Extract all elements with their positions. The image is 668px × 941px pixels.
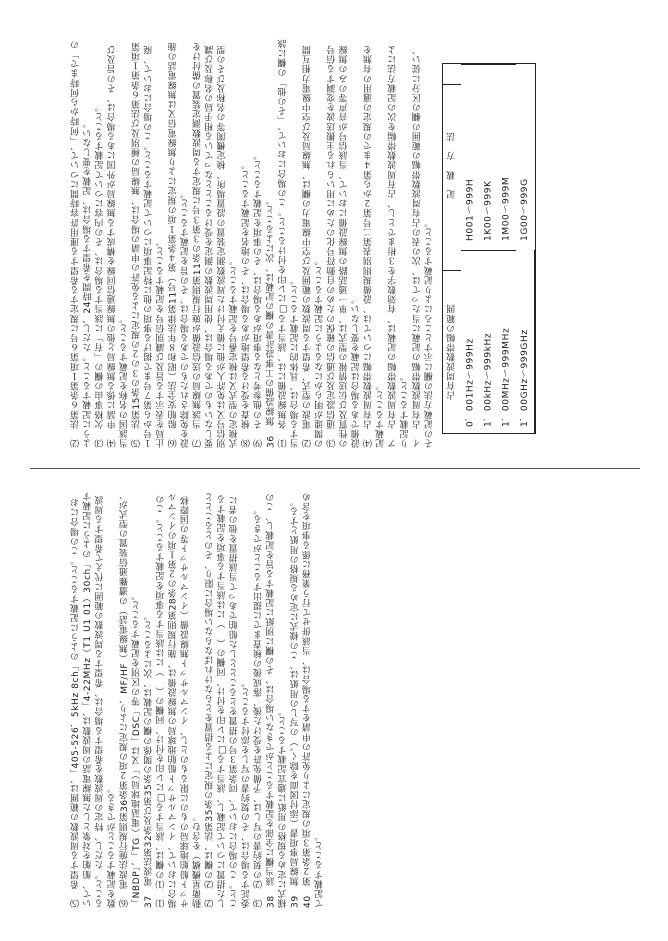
bandwidth-table <box>442 63 536 434</box>
horizontal-divider <box>30 468 640 469</box>
paragraph: ⑹ 船舶安全法（昭和８年法律第11号）第４条第１項の規定により無線電信又は無線電話の施設を免除されたものである場合は、その旨を記載すること。 <box>168 41 191 448</box>
table-header: 占有周波数帯幅の範囲 <box>443 270 461 433</box>
paragraph: イ 占有周波数帯幅の記載に当たっては、次の表の占有周波数帯幅の範囲の欄の区分に従い、その記載方法の欄に示すところにより記載すること。 <box>412 44 435 448</box>
table-cell: 0．001Hz～999Hz <box>461 250 479 433</box>
table-cell: 1M00～999M <box>498 64 516 247</box>
paragraph: ⑷ 申請に係る無線局と他の無線通信回線を構成する無線局が外国にある場合は、その旨及び当該国の名称を記載すること。 <box>107 44 130 448</box>
section-heading: 39 無線局事項書（添付図面を除く。）の写しの用紙は、この様式に定める規格の用紙とする。 <box>290 496 301 908</box>
table-cell: 1G00～999G <box>519 177 530 241</box>
paragraph: ⑴ ⑴の欄は、該当する□にレ印を付け、同欄の（ ）には該当する事項を記載すること。この場合において、インマルサット船舶地球局の無線設備は、施行規則第28条の２第１項のインマルサット船舶地球局のものに限るものとし、インマルサット無線設備（インマルサット等の国際移動衛星機構）を含む。 <box>156 492 204 908</box>
paragraph: ⑶ 通信設定及び通信の確保のための自動符号化のために用いられる主搬送波を変調する信号の性質及び伝送情報の型式は、単一通話路の無線設備において、当該信号が音声等のみの無線設備である場合は記載を要しない。 <box>327 44 362 448</box>
paragraph: ⑼ その他参考となる事項がある場合は、その事項を記載すること。 <box>254 150 265 448</box>
paragraph: ⑸ 法第15条の３の２の規定による免許の申請の場合は、無線局の種別及び法第６条第１項第１号から第７号まで掲げる事項の他に特記事項について記載すること。この場合において、廃止局を表示する旨及び識別信号を記載すること。 <box>132 41 167 448</box>
table-cell: 1．00GHz～999GHz <box>519 329 530 427</box>
section-heading: 40 第２条第３項の規定により免許の申請をする場合は、当該併せて行う業務に係る事項を含めて記載すること。 <box>302 492 326 908</box>
section-heading: 36 無線設備の工事設計書の欄の記載は、次によること。 <box>266 195 277 448</box>
upper-text-block <box>70 36 636 448</box>
paragraph: ⑶ ⑵の契約書の写しは、予備免許を受けた後、落成後の検査までに提出することができる。 <box>254 504 265 908</box>
table-cell: 1．00MHz～999MHz <box>498 250 516 433</box>
paragraph: ⑵ 電波の型式、希望する周波数の範囲及び空中線電力の欄は、無線局及び空中線電力相互間の関連が明らかになるように記載すること。 <box>302 44 326 448</box>
table-cell: 1K00～999K <box>480 64 498 247</box>
paragraph: ⑻ 検査を受ける希望地がある場合は、その地名を記載すること。 <box>241 160 252 448</box>
paragraph: ア 占有周波数帯幅の記載は、有効数字を３桁までとし、占有周波数帯幅を次の記載方法により記載すること。 <box>388 44 411 448</box>
paragraph: ⑶ 欠格事由の欄の「有」に該当する場合は、その内容について記載すること。 <box>95 102 106 448</box>
section-heading: 38 該当欄に全部を記載することができない場合は、その欄に別紙に記載する旨を記載し、この様式に定める規格の用紙に適宜記載すること。 <box>266 492 289 908</box>
table-column-range <box>443 250 535 433</box>
paragraph: ⑺ 当該無線局の送信設備が施行規則第11条の３第３号に規定する周波数測定装置の備付けを要しないものである場合は、使用周波数の測定を受けることとなっている相手局の名称及び識別信号又は免許人が他に備え付けた周波数測定装置の設置場所、検定機関等の名称及びその型式検定の型式又は検定番号を記載すること。 <box>193 41 240 448</box>
paragraph: ⑵ 法第６条第１項第６号に規定する希望する運用許容時間について、「何時から何時まで」のように記載すること。ただし、24時間を希望する場合は、記載を要しない。 <box>71 39 94 448</box>
paragraph: ⑸ 希望する周波数の範囲は、「405-526．5kHz 8ch」のように記載すること。この場合において、船舶を対象とした無線電話の周波数は、「4-22MHz（T1 U1 01）30ch」のように記載すること。ただし、特定の周波数を希望する場合は、希望する周波数の範囲に代えて希望する周波数を記載することができる。 <box>71 491 118 908</box>
table-header: 記 載 方 法 <box>443 84 461 247</box>
table-column-method <box>443 64 534 247</box>
table-cell: H001～999H <box>461 64 479 247</box>
paragraph: ⑷ 占有周波数帯幅については、設備規則別表第二号第２から第４までの規定の適用の有無を記載すること。 <box>363 44 387 448</box>
lower-text-block <box>70 490 636 908</box>
paragraph: ⑵ ⑵の欄は、法第35条の規定による措置をとらなければならない場合に限り、そのとることとした措置について記載し、該当する□にレ印を付け、同欄の（ ）には該当する事項を記載すること。この場合において、同条第３号の措置をとることとした船舶であって当該措置を他の者に委託する場合は、その契約書の写しを添付すること。 <box>205 492 252 908</box>
paragraph: ⑹ 電波法施行規則第36条第２項の規定により、MF/HF（無線電話）の遭難通信装置の型式が、「NBDP」、「TG（電話地球局）」又は「DSC」等の区別を記載すること。 <box>119 490 143 908</box>
paragraph: ⑴ 各無線設備には、該当する□にレ印を付けること。この場合において、「その他」の欄に該当する場合は、具体的に記載すること。 <box>278 38 301 448</box>
table-cell: 1．00kHz～999kHz <box>480 250 498 433</box>
section-heading: 37 電波法第32条及び第35条の関係の欄の記載は、次によること。 <box>144 610 155 908</box>
